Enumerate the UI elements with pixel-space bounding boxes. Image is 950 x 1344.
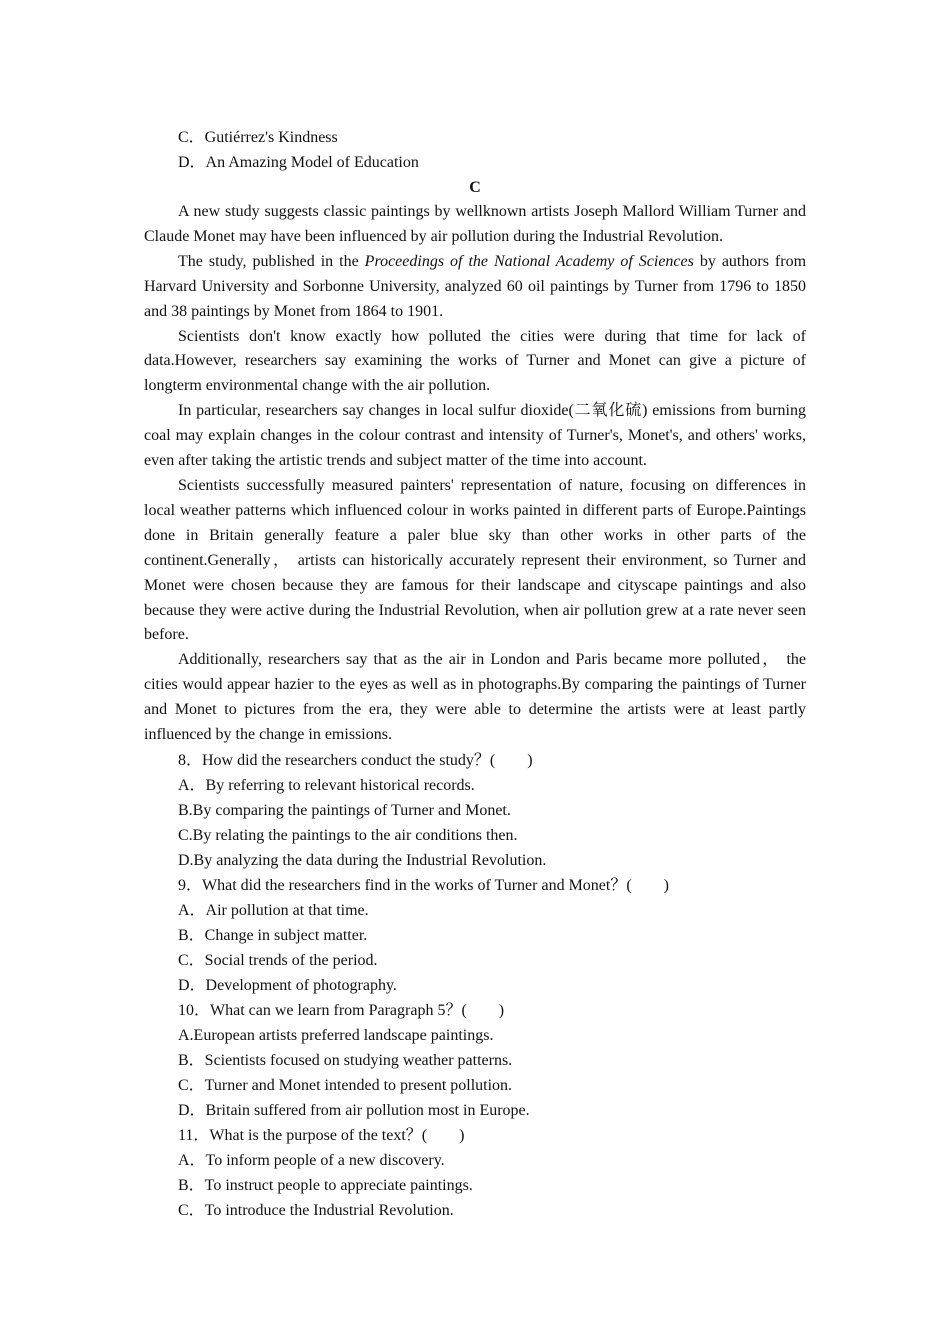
journal-title: Proceedings of the National Academy of Sciences	[364, 252, 694, 270]
answer-option: C．To introduce the Industrial Revolution.	[178, 1201, 454, 1219]
answer-option: A．Air pollution at that time.	[178, 901, 369, 919]
answer-option: D.By analyzing the data during the Industrial Revolution.	[178, 851, 547, 869]
paragraph-3: Scientists don't know exactly how polluted the cities were during that time for lack of data.However, researchers say examining the works of Turner and Monet can give a picture of longterm environmental change with the air pollution.	[144, 327, 806, 395]
question-10	[144, 998, 806, 1123]
answer-option: B.By comparing the paintings of Turner and Monet.	[178, 801, 511, 819]
answer-option: C.By relating the paintings to the air conditions then.	[178, 826, 518, 844]
question-stem: 10．What can we learn from Paragraph 5？( )	[178, 1001, 505, 1019]
paragraph-2-end: by authors from Harvard University and Sorbonne University, analyzed 60 oil paintings by Turner from 1796 to 1850 and 38 paintings by Monet from 1864 to 1901.	[144, 252, 807, 320]
paragraph-5: Scientists successfully measured painters' representation of nature, focusing on differences in local weather patterns which influenced colour in works painted in different parts of Europe.Paintings done in Britain generally feature a paler blue sky than other works in other parts of the continent.Generally， artists can historically accurately represent their environment, so Turner and Monet were chosen because they are famous for their landscape and cityscape paintings and also because they were active during the Industrial Revolution, when air pollution grew at a rate never seen before.	[144, 476, 807, 644]
answer-option: C．Social trends of the period.	[178, 951, 378, 969]
answer-option: A.European artists preferred landscape paintings.	[178, 1026, 494, 1044]
question-stem: 9．What did the researchers find in the works of Turner and Monet？( )	[178, 876, 670, 894]
question-stem: 8．How did the researchers conduct the study？( )	[178, 751, 533, 769]
question-11	[144, 1123, 806, 1223]
section-title: C	[469, 179, 481, 196]
paragraph-6: Additionally, researchers say that as the air in London and Paris became more polluted， the cities would appear hazier to the eyes as well as in photographs.By comparing the paintings of Turner and Monet to pictures from the era, they were able to determine the artists were at least partly influenced by the change in emissions.	[144, 651, 806, 744]
answer-option: B．Change in subject matter.	[178, 926, 368, 944]
previous-option-d: D．An Amazing Model of Education	[178, 154, 419, 171]
question-stem: 11．What is the purpose of the text？( )	[178, 1126, 465, 1144]
answer-option: A．By referring to relevant historical records.	[178, 776, 475, 794]
answer-option: C．Turner and Monet intended to present pollution.	[178, 1076, 513, 1094]
answer-option: D．Britain suffered from air pollution most in Europe.	[178, 1101, 530, 1119]
document-page	[144, 125, 806, 1223]
previous-option-c: C．Gutiérrez's Kindness	[178, 129, 338, 146]
answer-option: A．To inform people of a new discovery.	[178, 1151, 445, 1169]
paragraph-2-start: The study, published in the	[178, 252, 365, 270]
paragraph-4: In particular, researchers say changes in local sulfur dioxide(二氧化硫) emissions from burning coal may explain changes in the colour contrast and intensity of Turner's, Monet's, and others' works, even after taking the artistic trends and subject matter of the time into account.	[144, 402, 806, 470]
answer-option: B．To instruct people to appreciate paintings.	[178, 1176, 473, 1194]
answer-option: D．Development of photography.	[178, 976, 397, 994]
paragraph-1: A new study suggests classic paintings by wellknown artists Joseph Mallord William Turner and Claude Monet may have been influenced by air pollution during the Industrial Revolution.	[144, 203, 806, 245]
question-9	[144, 873, 806, 998]
question-8	[144, 748, 806, 873]
paragraph-2	[144, 250, 806, 325]
answer-option: B．Scientists focused on studying weather patterns.	[178, 1051, 513, 1069]
